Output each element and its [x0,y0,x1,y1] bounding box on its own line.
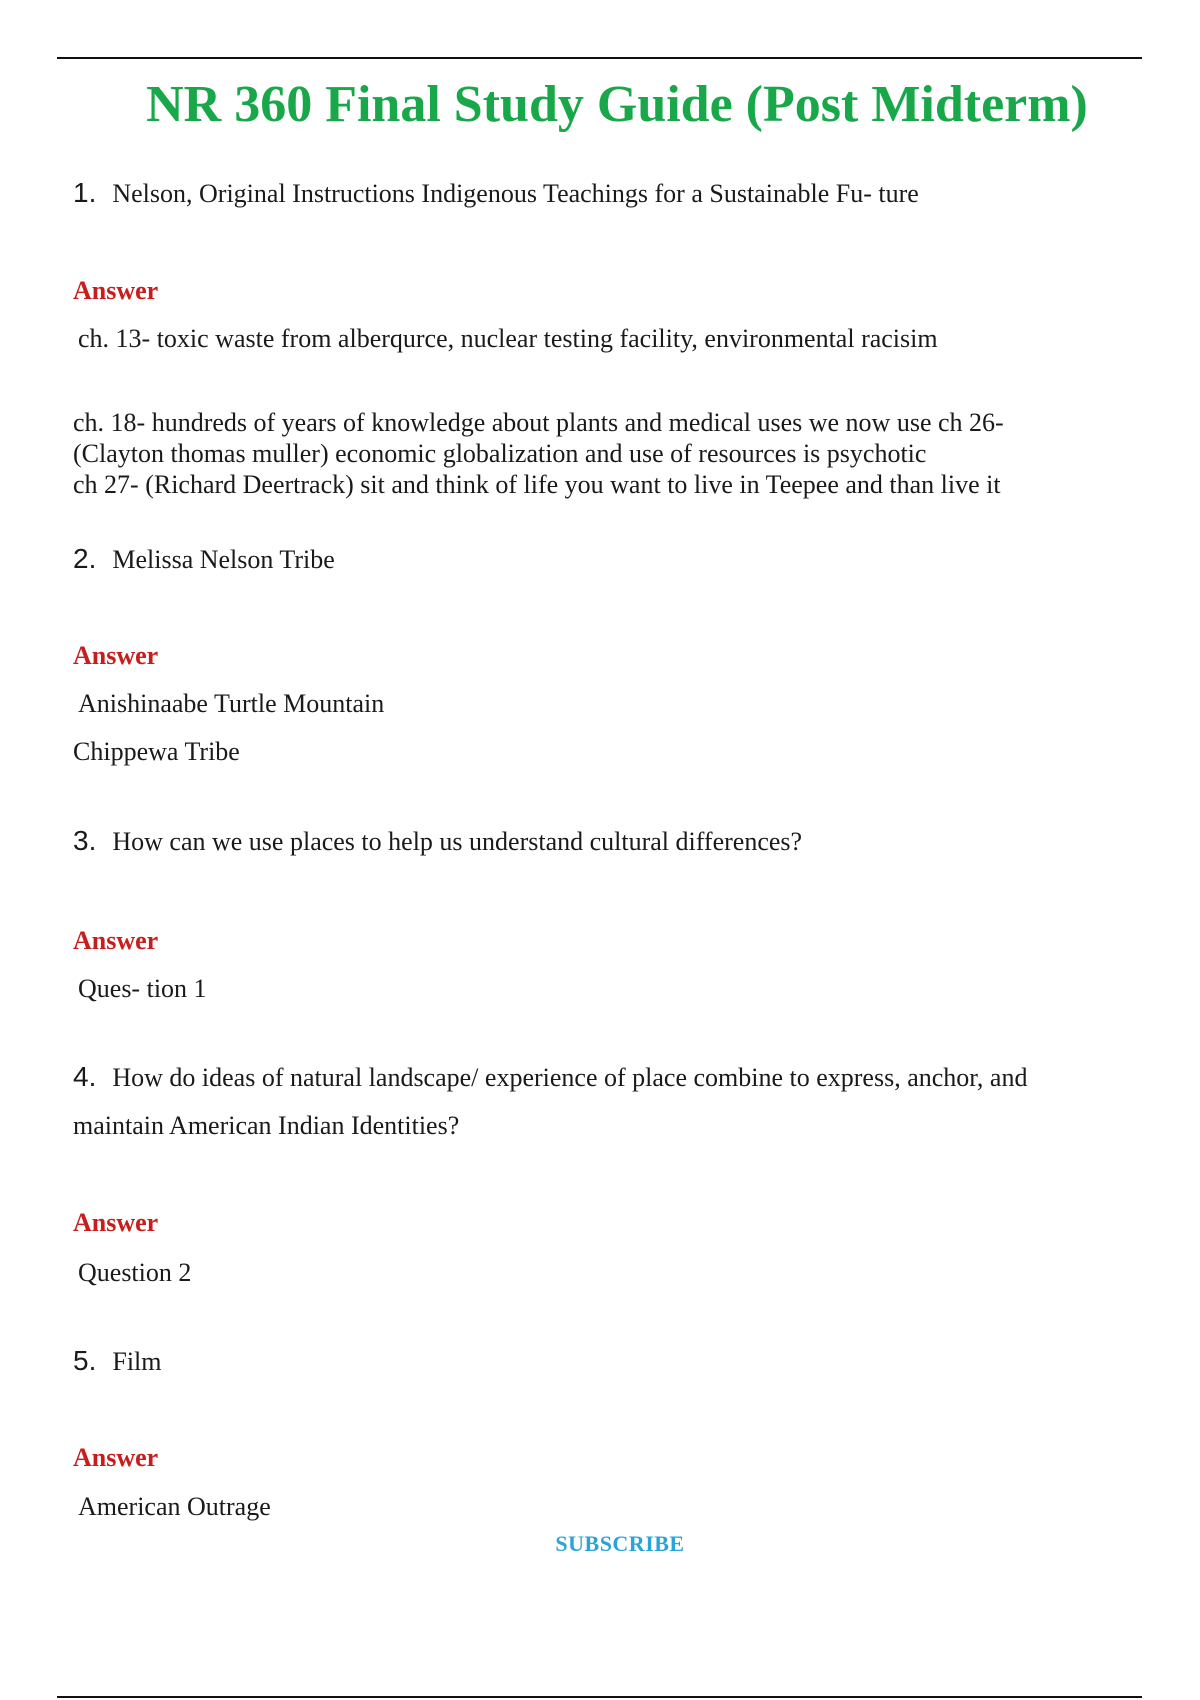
top-rule [57,57,1142,59]
answer-1-block [73,407,1133,500]
answer-2-line-2: Chippewa Tribe [73,737,240,766]
answer-1-line-2: ch. 18- hundreds of years of knowledge about plants and medical uses we now use ch 26- [73,408,1004,437]
answer-label-3: Answer [73,926,159,955]
question-number: 1. [73,177,97,208]
question-1 [73,176,919,211]
question-number: 4. [73,1061,97,1092]
question-3 [73,824,802,859]
answer-1-line-4: ch 27- (Richard Deertrack) sit and think of life you want to live in Teepee and than live it [73,470,1001,499]
question-number: 5. [73,1345,97,1376]
question-number: 3. [73,825,97,856]
answer-5-line-1: American Outrage [78,1492,271,1521]
question-2 [73,542,335,577]
answer-4-line-1: Question 2 [78,1258,192,1287]
answer-label-5: Answer [73,1443,159,1472]
answer-label-4: Answer [73,1208,159,1237]
answer-2-line-1: Anishinaabe Turtle Mountain [78,689,385,718]
question-text: Film [112,1347,162,1376]
answer-3-line-1: Ques- tion 1 [78,974,207,1003]
question-text: How do ideas of natural landscape/ experience of place combine to express, anchor, and maintain American Indian Identities? [73,1063,1028,1140]
question-4 [73,1053,1103,1150]
answer-label-2: Answer [73,641,159,670]
subscribe-link[interactable]: SUBSCRIBE [555,1531,685,1556]
bottom-rule [57,1696,1142,1698]
question-5 [73,1344,162,1379]
answer-1-line-3: (Clayton thomas muller) economic globalization and use of resources is psychotic [73,439,927,468]
page-title: NR 360 Final Study Guide (Post Midterm) [146,76,1088,133]
question-text: Nelson, Original Instructions Indigenous Teachings for a Sustainable Fu- ture [112,179,919,208]
answer-label-1: Answer [73,276,159,305]
answer-1-line-1: ch. 13- toxic waste from alberqurce, nuclear testing facility, environmental racisim [78,324,938,353]
question-number: 2. [73,543,97,574]
question-text: How can we use places to help us understand cultural differences? [112,827,803,856]
question-text: Melissa Nelson Tribe [112,545,335,574]
